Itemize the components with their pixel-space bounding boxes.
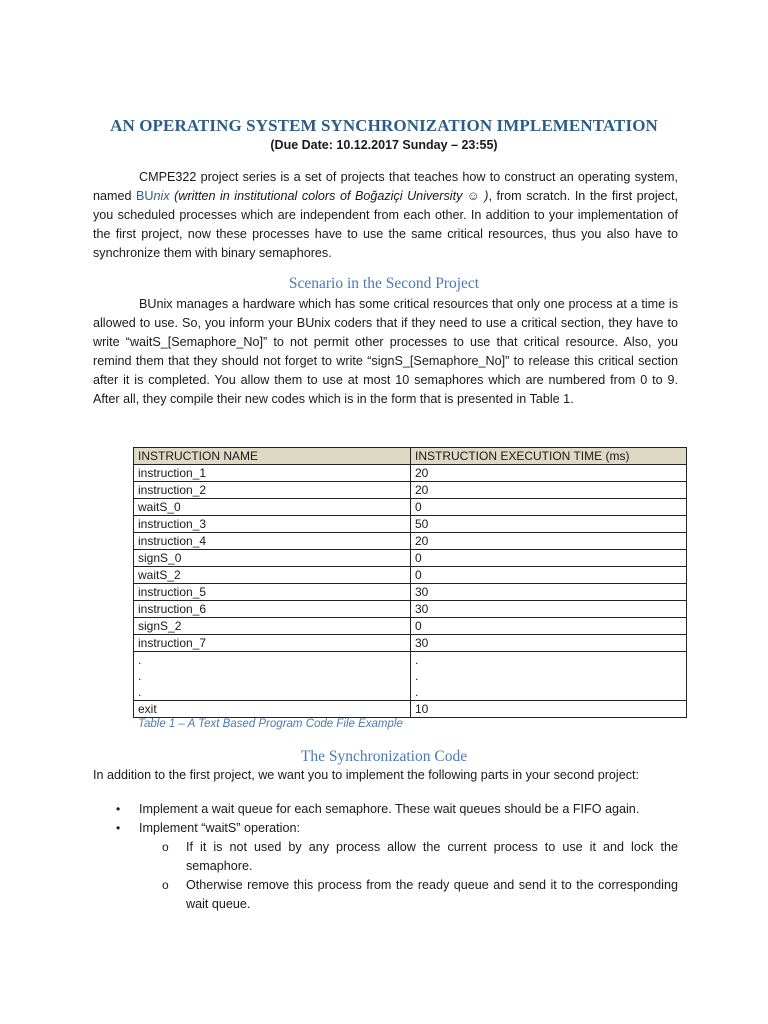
- brand-note: (written in institutional colors of Boğaziçi University ☺ ): [169, 189, 489, 203]
- list-item: [93, 800, 678, 819]
- brand-name: [136, 189, 170, 203]
- ellipsis-dot: .: [138, 669, 142, 683]
- table-row: [134, 635, 687, 652]
- sub-list-item-text: If it is not used by any process allow the current process to use it and lock the semaphore.: [186, 840, 678, 873]
- sub-list-item-text: Otherwise remove this process from the ready queue and send it to the corresponding wait queue.: [186, 878, 678, 911]
- waits-sub-list: [139, 838, 678, 914]
- execution-time-cell: 30: [411, 601, 687, 618]
- execution-time-cell: 10: [411, 701, 687, 718]
- list-item-text: Implement a wait queue for each semaphore. These wait queues should be a FIFO again.: [139, 802, 640, 816]
- ellipsis-dot: .: [415, 653, 419, 667]
- instruction-name-cell: waitS_2: [134, 567, 411, 584]
- column-header-execution-time: INSTRUCTION EXECUTION TIME (ms): [411, 448, 687, 465]
- instruction-name-cell: instruction_2: [134, 482, 411, 499]
- sub-list-item: [139, 838, 678, 876]
- table-row: [134, 567, 687, 584]
- table-row: [134, 550, 687, 567]
- table-row: [134, 701, 687, 718]
- table-row: [134, 482, 687, 499]
- sub-bullet-icon: o: [162, 878, 169, 892]
- table-caption: Table 1 – A Text Based Program Code File Example: [138, 718, 403, 730]
- sub-list-item: [139, 876, 678, 914]
- instruction-table: [133, 447, 687, 718]
- execution-time-cell: 30: [411, 584, 687, 601]
- ellipsis-dot: .: [415, 669, 419, 683]
- execution-time-cell: 0: [411, 499, 687, 516]
- column-header-instruction-name: INSTRUCTION NAME: [134, 448, 411, 465]
- ellipsis-cell: [411, 652, 687, 701]
- list-item: [93, 819, 678, 914]
- instruction-name-cell: instruction_6: [134, 601, 411, 618]
- table-row: [134, 516, 687, 533]
- table-row: [134, 465, 687, 482]
- requirements-list: [93, 800, 678, 914]
- execution-time-cell: 20: [411, 482, 687, 499]
- instruction-name-cell: instruction_4: [134, 533, 411, 550]
- list-item-text: Implement “waitS” operation:: [139, 821, 300, 835]
- ellipsis-dot: .: [138, 653, 142, 667]
- table-header-row: [134, 448, 687, 465]
- instruction-name-cell: waitS_0: [134, 499, 411, 516]
- table-row: [134, 618, 687, 635]
- instruction-name-cell: instruction_3: [134, 516, 411, 533]
- execution-time-cell: 20: [411, 465, 687, 482]
- execution-time-cell: 0: [411, 550, 687, 567]
- synchronization-intro: In addition to the first project, we want you to implement the following parts in your second project:: [93, 768, 640, 782]
- table-row: [134, 499, 687, 516]
- intro-text-start: CMPE322 project series is a set of projects that teaches how to construct an operating system, named: [93, 170, 678, 203]
- execution-time-cell: 0: [411, 567, 687, 584]
- brand-nix: nix: [153, 189, 170, 203]
- table-row: [134, 584, 687, 601]
- execution-time-cell: 50: [411, 516, 687, 533]
- instruction-name-cell: instruction_5: [134, 584, 411, 601]
- execution-time-cell: 0: [411, 618, 687, 635]
- bullet-icon: •: [116, 802, 121, 816]
- bullet-icon: •: [116, 821, 121, 835]
- scenario-paragraph: BUnix manages a hardware which has some critical resources that only one process at a time is allowed to use. So, you inform your BUnix coders that if they need to use a critical section, they have to write “waitS_[Semaphore_No]” to not permit other processes to use that critical resource. Also, you remind them that they should not forget to write “signS_[Semaphore_No]” to release this critical section after it is completed. You allow them to use at most 10 semaphores which are numbered from 0 to 9. After all, they compile their new codes which is in the form that is presented in Table 1.: [93, 297, 678, 406]
- intro-text-end: , from scratch. In the first project, you scheduled processes which are independent from each other. In addition to your implementation of the first project, now these processes have to use the same critical resources, thus you also have to synchronize them with binary semaphores.: [93, 189, 678, 260]
- execution-time-cell: 20: [411, 533, 687, 550]
- instruction-name-cell: exit: [134, 701, 411, 718]
- section-heading-scenario: Scenario in the Second Project: [288, 275, 480, 292]
- ellipsis-cell: [134, 652, 411, 701]
- instruction-name-cell: signS_0: [134, 550, 411, 567]
- table-row: [134, 533, 687, 550]
- table-row-ellipsis: [134, 652, 687, 701]
- ellipsis-dot: .: [138, 685, 142, 699]
- brand-bu: BU: [136, 189, 154, 203]
- sub-bullet-icon: o: [162, 840, 169, 854]
- instruction-name-cell: instruction_1: [134, 465, 411, 482]
- execution-time-cell: 30: [411, 635, 687, 652]
- document-title: AN OPERATING SYSTEM SYNCHRONIZATION IMPLEMENTATION: [110, 116, 658, 135]
- section-heading-synchronization: The Synchronization Code: [300, 748, 468, 765]
- instruction-name-cell: signS_2: [134, 618, 411, 635]
- ellipsis-dot: .: [415, 685, 419, 699]
- intro-paragraph: [93, 168, 678, 263]
- instruction-name-cell: instruction_7: [134, 635, 411, 652]
- due-date: (Due Date: 10.12.2017 Sunday – 23:55): [270, 138, 498, 152]
- table-row: [134, 601, 687, 618]
